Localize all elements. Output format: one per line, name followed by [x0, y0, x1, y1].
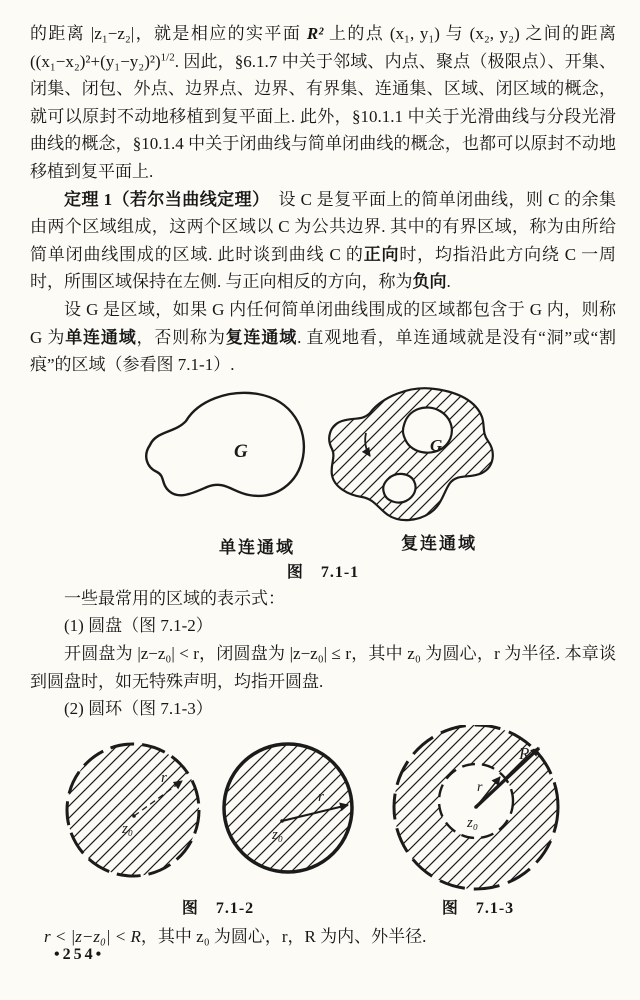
text-run: 设 C 是复平面上的简单闭曲线，则 C 的余集由两个区域组成，这两个区域以 C 为公共边界. 其中的有界区域，称为由所给简单闭曲线围成的区域. 此时谈到曲线 C 的 — [30, 189, 616, 264]
term-positive-direction: 正向 — [363, 244, 400, 264]
text-run: . 直观地看，单连通域就是没有“洞”或“割痕”的区域（参看图 7.1-1）. — [30, 327, 617, 375]
superscript-half: 1/2 — [160, 50, 175, 63]
label-multiply-connected: 复连通域 — [401, 533, 477, 553]
figure-7-1-1-drawing — [30, 383, 616, 531]
paragraph-disk-definition: 开圆盘为 |z−z₀| < r，闭圆盘为 |z−z₀| ≤ r，其中 z₀ 为圆心，r 为半径. 本章谈到圆盘时，如无特殊声明，均指开圆盘. — [30, 643, 616, 691]
annulus-center-label: z₀ — [467, 814, 479, 831]
term-simply-connected: 单连通域 — [65, 327, 137, 347]
region-label-g-left: G — [234, 440, 248, 462]
open-disk-shape — [67, 744, 199, 876]
figure-7-1-1 — [30, 383, 616, 585]
multiply-connected-region-shape — [329, 388, 493, 520]
text-run: 时，均指沿此方向绕 C 一周时，所围区域保持在左侧. 与正向相反的方向，称为 — [30, 244, 616, 292]
figure-7-1-2-and-7-1-3 — [30, 725, 616, 923]
open-disk-center-label: z₀ — [122, 820, 134, 837]
text-run: ，其中 z₀ 为圆心，r，R 为内、外半径. — [140, 926, 427, 946]
text-run: . 因此，§6.1.7 中关于邻域、内点、聚点（极限点）、开集、闭集、闭包、外点、边界点、边界、有界集、连通集、区域、闭区域的概念，就可以原封不动地移植到复平面上. 此外，§10.1.1 中关于光滑曲线与分段光滑曲线的概念，§10.1.4 中关于闭曲线与简单闭曲线的概念，也都可以原封不动地移植到复平面上. — [30, 51, 616, 181]
text-run: 的距离 |z₁−z₂|，就是相应的实平面 — [30, 24, 307, 43]
open-disk-radius-label: r — [161, 769, 167, 786]
closed-disk-center-label: z₀ — [272, 826, 284, 843]
closed-disk-radius-label: r — [318, 788, 324, 805]
text-run: 上的点 (x₁, y₁) 与 (x₂, y₂) 之间的距离 ((x₁−x₂)²+(y₁−y₂)²) — [30, 24, 616, 71]
page-number: •254• — [54, 946, 105, 963]
paragraph-region-expressions: 一些最常用的区域的表示式： — [64, 588, 285, 608]
math-r2-symbol: R² — [306, 24, 324, 43]
disks-drawing — [30, 725, 616, 893]
theorem-title: 定理 1（若尔当曲线定理） — [64, 189, 262, 209]
figure-7-1-3-caption: 图 7.1-3 — [441, 899, 515, 917]
paragraph-theorem-jordan — [30, 186, 616, 296]
text-run: . — [446, 272, 451, 292]
term-negative-direction: 负向 — [412, 272, 447, 292]
annulus-inner-radius-label: r — [477, 779, 483, 795]
paragraph-distance — [30, 20, 616, 186]
figure-7-1-1-caption: 图 7.1-1 — [286, 563, 360, 581]
figure-7-1-2-caption: 图 7.1-2 — [181, 899, 255, 917]
paragraph-item-disk: (1) 圆盘（图 7.1-2） — [64, 616, 213, 636]
simply-connected-region-shape — [146, 393, 304, 496]
annulus-outer-radius-label: R — [519, 743, 530, 763]
paragraph-annulus-definition — [30, 923, 616, 951]
region-label-g-right: G — [430, 435, 443, 455]
term-multiply-connected: 复连通域 — [225, 327, 298, 347]
label-simply-connected: 单连通域 — [219, 537, 295, 557]
text-run: 设 G 是区域，如果 G 内任何简单闭曲线围成的区域都包含于 G 内，则称 G 为 — [30, 299, 616, 347]
annulus-formula: r < |z−z₀| < R — [44, 926, 141, 946]
text-run: ，否则称为 — [136, 327, 226, 347]
page-content — [30, 20, 616, 950]
paragraph-connected-domain — [30, 296, 616, 379]
paragraph-item-annulus: (2) 圆环（图 7.1-3） — [64, 699, 213, 719]
